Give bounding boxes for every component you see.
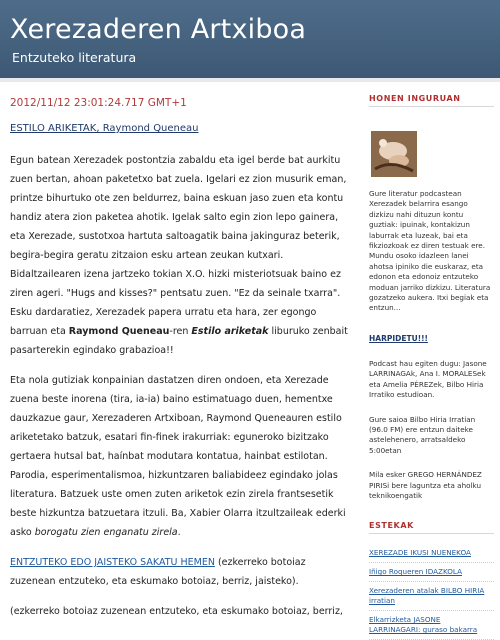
avatar-image (371, 131, 417, 177)
paragraph-text: liburuko zenbait pasarterekin egindako grabazioa!! (10, 326, 348, 356)
paragraph-text: Eta nola gutiziak konpainian dastatzen diren ondoen, eta Xerezade zuena beste inorena (tira, ia-ia) baino estimatuago duen, hementxe dauzkazue gaur, Xerezaderen Artxiboan, Raymond Queneauren estilo ariketetako batzuk, esatari fin-finek irakurriak: eguneroko bizitzako gertaera hutsal bat, haínbat modutara kontatua, hainbat estilotan. Parodia, esperimentalismoa, hizkuntzaren baliabideez egindako jolas literatura. Batzuek uste omen zuten ariketok ezin zirela frantsesetik beste hizkuntza batzuetara itzuli. Ba, Xabier Olarra itzultzaileak ederki asko (10, 375, 346, 538)
post-paragraph-2 (10, 371, 351, 542)
paragraph-text: (ezkerreko botoiaz zuzenean entzuteko, eta eskumako botoiaz, berriz, (10, 606, 343, 617)
blog-subtitle: Entzuteko literatura (12, 50, 137, 65)
main-column (10, 94, 351, 617)
podcast-credits: Podcast hau egiten dugu: Jasone LARRINAGAk, Ana I. MORALESek eta Amelia PÉREZek, Bilbo Hiria Irratiko estudioan. (369, 358, 487, 400)
paragraph-text: . (177, 527, 181, 538)
book-title: Estilo ariketak (191, 326, 269, 337)
about-heading: HONEN INGURUAN (369, 94, 494, 107)
listen-download-link[interactable]: ENTZUTEKO EDO JAISTEKO SAKATU HEMEN (10, 557, 215, 568)
paragraph-text: -ren (169, 326, 192, 337)
blog-header (0, 0, 500, 82)
sidebar-link[interactable]: Elkarrizketa JASONE LARRINAGARI: guraso bakarra (369, 611, 494, 640)
paragraph-text: (ezkerreko botoiaz zuzenean entzuteko, eta eskumako botoiaz, berriz, jaisteko). (10, 557, 306, 587)
profile-avatar[interactable] (371, 131, 417, 177)
subscribe-link[interactable]: HARPIDETU!!! (369, 333, 428, 343)
sidebar-link[interactable]: XEREZADE IKUSI NUENEKOA (369, 544, 494, 563)
blog-title[interactable]: Xerezaderen Artxiboa (10, 14, 307, 45)
thanks-text: Mila esker GREGO HERNÁNDEZ PIRISi bere laguntza eta aholku teknikoengatik (369, 470, 482, 500)
italic-phrase: borogatu zien enganatu zirela (34, 527, 178, 538)
radio-info: Gure saioa Bilbo Hiria Irratian (96.0 FM) ere entzun daiteke astelehenero, arratsaldeko 5:00etan (369, 414, 476, 455)
post-paragraph-3 (10, 553, 351, 591)
paragraph-text: Egun batean Xerezadek postontzia zabaldu eta igel berde bat aurkitu zuen bertan, ahoan paketetxo bat zuela. Igelari ez zion musurik eman, printze bihurtuko ote zen beldurrez, baina eskuan jaso zuen eta kontu handiz atera zion paketea ahotik. Igelak salto egin zion lepo gainera, eta Xerezade, sustotxoa hartuta saltoagatik baina jakinguraz beterik, begira-begira geratu zitzaion esku artean zeukan kutxari. Bidaltzailearen izena jartzeko tokian X.O. hizki misteriotsuak baino ez ziren ageri. "Hugs and kisses?" pentsatu zuen. "Ez da seinale txarra". Esku dardaratiez, Xerezadek papera urratu eta hara, zer egongo barruan eta (10, 155, 347, 337)
author-name: Raymond Queneau (68, 326, 170, 337)
post-paragraph-4 (10, 602, 351, 621)
post-paragraph-1 (10, 151, 351, 360)
about-text: Gure literatur podcastean Xerezadek belarrira esango dizkizu nahi dituzun kontu guztiak: ipuinak, kontakizun laburrak eta luzeak, bai eta fikziozkoak ez diren testuak ere. Mundu osoko idazleen lanei ahotsa ipiniko die euskaraz, eta edonon eta edonoiz entzuteko moduan jarriko dizkizu. Literatura gozatzeko aukera. Itxi begiak eta entzun... (369, 189, 491, 313)
sidebar-link[interactable]: Xerezaderen atalak BILBO HIRIA irratian (369, 582, 494, 611)
links-list (369, 544, 494, 640)
links-heading: ESTEKAK (369, 521, 494, 534)
subscribe-block (369, 326, 500, 345)
post-date: 2012/11/12 23:01:24.717 GMT+1 (10, 97, 187, 109)
sidebar-link[interactable]: Iñigo Roqueren IDAZKOLA (369, 563, 494, 582)
post-title-link[interactable]: ESTILO ARIKETAK, Raymond Queneau (10, 123, 199, 134)
post-body (10, 151, 351, 621)
sidebar (369, 94, 500, 635)
